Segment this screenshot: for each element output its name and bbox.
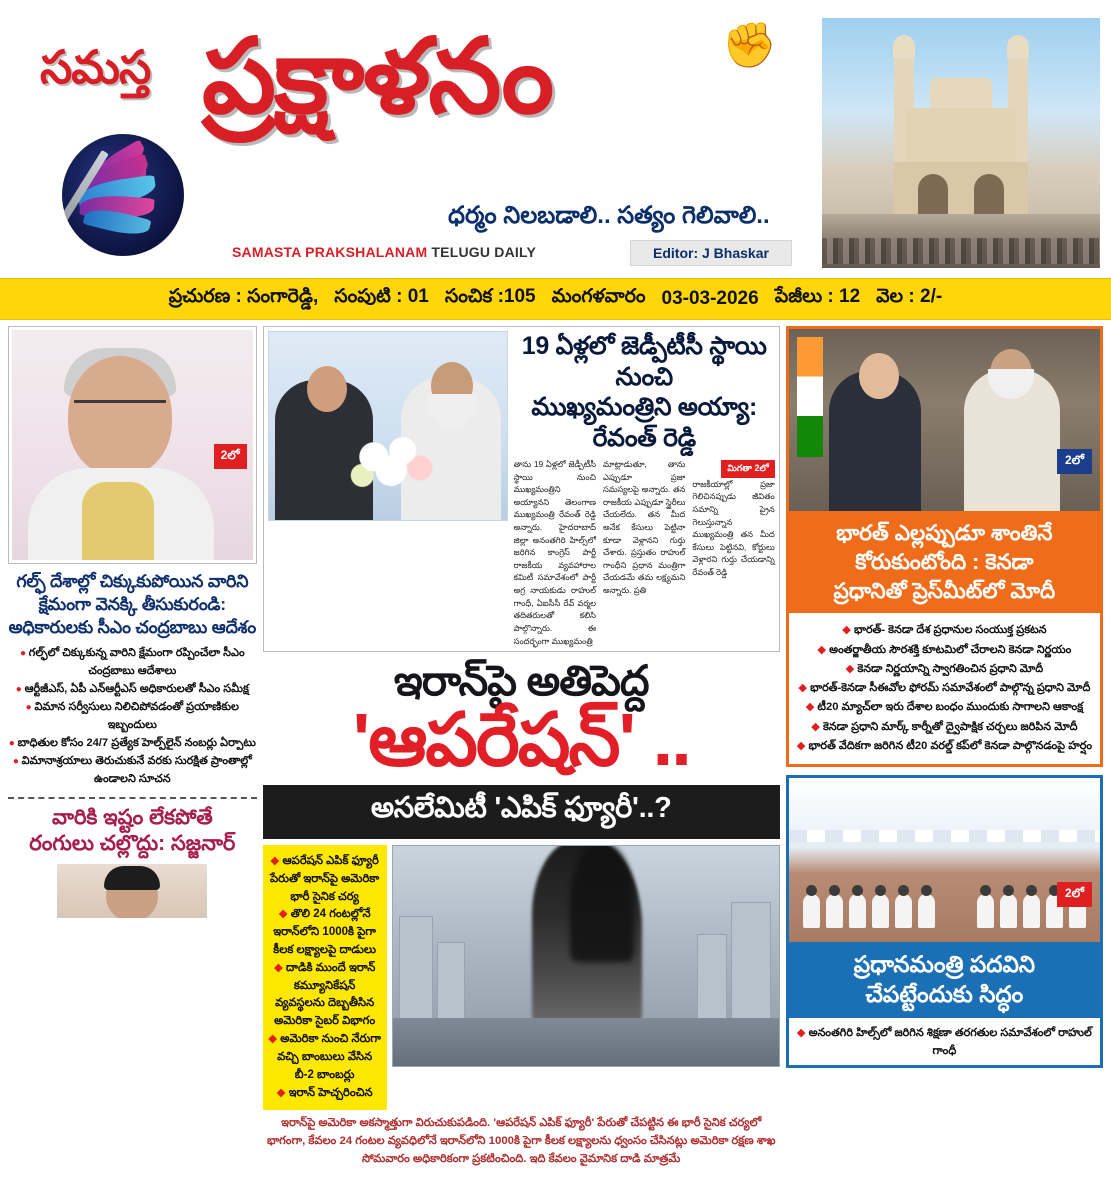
person-figure <box>1023 894 1040 928</box>
info-price: వెల : 2/- <box>876 286 943 307</box>
continue-badge[interactable]: మిగతా 2లో <box>721 460 774 478</box>
list-item: ◆ భారత్- కెనడా దేశ ప్రధానుల సంయుక్త ప్రకటన <box>795 621 1094 640</box>
masthead-word-samasta: సమస్త <box>40 41 151 93</box>
info-date: 03-03-2026 <box>661 288 759 309</box>
modi-headline-line3: ప్రధానితో ప్రెస్‌మీట్‌లో మోదీ <box>833 578 1056 603</box>
sajjanar-photo <box>57 864 207 918</box>
building <box>399 916 433 1020</box>
congress-training-meeting-photo <box>789 778 1100 942</box>
lead-headline-line2: ముఖ్యమంత్రిని అయ్యా: రేవంత్ రెడ్డి <box>531 393 757 452</box>
iran-lower-row <box>263 845 780 1110</box>
list-item: ● బాధితుల కోసం 24/7 ప్రత్యేక హెల్ప్‌లైన్ నంబర్లు ఏర్పాటు <box>8 735 257 753</box>
lead-headline-line1: 19 ఏళ్లలో జెడ్పీటీసీ స్థాయి నుంచి <box>521 332 767 391</box>
iran-photo-caption: ఇరాన్‌పై అమెరికా అకస్మాత్తుగా విరుచుకుపడింది. 'ఆపరేషన్ ఎపిక్ ఫ్యూరీ' పేరుతో చేపట్టిన ఈ భారీ సైనిక చర్యలో భాగంగా, కేవలం 24 గంటల వ్యవధిలోనే ఇరాన్‌లోని 1000కి పైగా కీలక లక్ష్యాలను ధ్వంసం చేసినట్లు అమెరికా రక్షణ శాఖ సోమవారం అధికారికంగా ప్రకటించింది. ఇది కేవలం వైమానిక దాడి మాత్రమే <box>266 1117 776 1165</box>
right-column <box>786 326 1103 1200</box>
smoke-plume <box>570 845 634 962</box>
left-headline-line3: అధికారులకు సీఎం చంద్రబాబు ఆదేశం <box>8 616 257 637</box>
continue-badge[interactable]: 2లో <box>1057 449 1092 474</box>
photo-hair <box>104 866 160 890</box>
masthead <box>0 0 1111 278</box>
charminar-upper-block <box>930 78 992 108</box>
masthead-left <box>10 6 822 278</box>
rahul-headline <box>789 942 1100 1018</box>
photo-scarf <box>82 482 154 560</box>
person-figure <box>803 894 820 928</box>
center-column <box>263 326 780 1200</box>
charminar-arch <box>918 174 948 214</box>
masthead-english-black: TELUGU DAILY <box>431 244 536 260</box>
charminar-dome <box>893 35 915 59</box>
list-item: ◆ ఆపరేషన్ ఎపిక్ ఫ్యూరీ పేరుతో ఇరాన్‌పై అమెరికా భారీ సైనిక చర్య <box>268 853 382 906</box>
list-item: ◆ భారత్-కెనడా సీఈవోల ఫోరమ్ సమావేశంలో పాల్గొన్న ప్రధాని మోదీ <box>795 679 1094 698</box>
modi-canada-story <box>786 326 1103 767</box>
chandrababu-naidu-photo <box>12 330 253 560</box>
rahul-headline-line1: ప్రధానమంత్రి పదవిని <box>853 951 1035 978</box>
list-item: ◆ అంతర్జాతీయ సౌరశక్తి కూటమిలో చేరాలని కెనడా నిర్ణయం <box>795 641 1094 660</box>
photo-crowd <box>822 214 1100 268</box>
chandrababu-photo-frame <box>8 326 257 564</box>
photo-face-left <box>307 366 347 412</box>
person-figure <box>849 894 866 928</box>
info-day: మంగళవారం <box>551 286 646 307</box>
left-headline-line2: క్షేమంగా వెనక్కి తీసుకురండి: <box>38 593 226 614</box>
list-item: ◆ తొలి 24 గంటల్లోనే ఇరాన్‌లోని 1000కి పైగా కీలక లక్ష్యాలపై దాడులు <box>268 906 382 959</box>
charminar-base <box>894 162 1028 214</box>
list-item: ◆ భారత్ వేదికగా జరిగిన టీ20 వరల్డ్ కప్‌లో కెనడా పాల్గొనడంపై హర్షం <box>795 737 1094 756</box>
charminar-dome <box>1007 35 1029 59</box>
masthead-tagline: ధర్మం నిలబడాలి.. సత్యం గెలివాలి.. <box>448 202 770 229</box>
raised-fist-icon: ✊ <box>722 21 777 70</box>
building <box>437 942 465 1020</box>
ground-area <box>393 1018 779 1066</box>
photo-face-left <box>859 353 899 399</box>
list-item: ◆ అమెరికా నుంచి నేరుగా వచ్చి బాంబులు వేసిన బీ-2 బాంబర్లు <box>268 1031 382 1084</box>
modi-headline <box>789 511 1100 613</box>
lead-body-col1: తాను 19 ఏళ్లలో జెడ్పీటీసీ స్థాయి నుంచి ముఖ్యమంత్రిని అయ్యానని తెలంగాణ ముఖ్యమంత్రి రేవంత్ రెడ్డి అన్నారు. హైదరాబాద్ జిల్లా అనంతగిరి హిల్స్‌లో జరిగిన కాంగ్రెస్ పార్టీ రాజకీయ వ్యవహారాల కమిటీ సమావేశంలో పార్టీ అగ్ర నాయకుడు రాహుల్ గాంధీ, ఏఐసీసీ రేవ్ వర్మల తదితరులతో కలిసి పాల్గొన్నారు. ఈ సందర్భంగా ముఖ్యమంత్రి <box>513 459 596 646</box>
iran-bullet-list <box>263 845 387 1110</box>
sajjanar-headline <box>8 805 257 858</box>
person-figure <box>977 894 994 928</box>
lead-story-text <box>514 331 775 647</box>
info-volume: సంపుటి : 01 <box>334 286 429 307</box>
photo-face <box>68 356 172 476</box>
left-story-bullets <box>8 645 257 788</box>
phoenix-logo-icon <box>62 134 184 256</box>
modi-headline-line2: కోరుకుంటోంది : కెనడా <box>855 549 1034 574</box>
revanth-rahul-photo <box>268 331 508 521</box>
charminar-arch <box>974 174 1004 214</box>
india-flag-icon <box>797 337 823 457</box>
iran-explosion-photo <box>392 845 780 1067</box>
list-item: ● గల్ఫ్‌లో చిక్కుకున్న వారిని క్షేమంగా రప్పించేలా సీఎం చంద్రబాబు ఆదేశాలు <box>8 645 257 681</box>
lead-body-col3-text: రాజకీయాల్లో ప్రజా గెలిచినప్పుడు జీవితం సమాన్ని ప్రైన గెలుస్తున్నాన ముఖ్యమంత్రి తన మీద కేసులు పెట్టినవి, కోర్టులు వెళ్లారని గుర్తు చేయడాన్ని రేవంత్ రెడ్డి <box>692 478 775 577</box>
tent-canopy <box>789 778 1100 842</box>
publication-info-bar <box>0 278 1111 320</box>
iran-story <box>263 658 780 1168</box>
iran-kicker: ఇరాన్‌పై అతిపెద్ద <box>393 657 649 705</box>
sajjanar-headline-line2: రంగులు చల్లొద్దు: సజ్జనార్ <box>29 832 236 856</box>
list-item: ◆ కెనడా నిర్ణయాన్ని స్వాగతించిన ప్రధాని మోదీ <box>795 660 1094 679</box>
left-column <box>8 326 257 1200</box>
person-figure <box>1000 894 1017 928</box>
iran-headline: 'ఆపరేషన్' .. <box>352 697 690 781</box>
seated-people-row <box>803 894 935 928</box>
rahul-bullet-list <box>789 1018 1100 1065</box>
building <box>697 934 727 1020</box>
person-figure <box>895 894 912 928</box>
rahul-gandhi-story <box>786 775 1103 1068</box>
editor-name: Editor: J Bhaskar <box>630 240 792 266</box>
modi-canada-pm-photo <box>789 329 1100 511</box>
masthead-title: ప్రక్షాళనం <box>202 19 553 135</box>
lead-body-columns <box>514 458 775 647</box>
charminar-illustration <box>886 44 1036 214</box>
charminar-photo <box>822 18 1100 268</box>
modi-headline-line1: భారత్ ఎల్లప్పుడూ శాంతినే <box>836 521 1053 545</box>
modi-bullet-list <box>789 613 1100 764</box>
list-item: ◆ టీ20 మ్యాచ్‌లా ఇరు దేశాల బంధం ముందుకు సాగాలని ఆకాంక్ష <box>795 698 1094 717</box>
info-pages: పేజీలు : 12 <box>774 286 861 307</box>
info-issue: సంచిక :105 <box>444 286 536 307</box>
sajjanar-headline-line1: వారికి ఇష్టం లేకపోతే <box>51 805 213 829</box>
person-figure <box>826 894 843 928</box>
left-headline-line1: గల్ఫ్ దేశాల్లో చిక్కుకుపోయిన వారిని <box>16 571 249 591</box>
list-item: ◆ అనంతగిరి హిల్స్‌లో జరిగిన శిక్షణా తరగతుల సమావేశంలో రాహుల్ గాంధీ <box>795 1025 1094 1061</box>
building <box>731 902 771 1020</box>
list-item: ● ఆర్టీజీఎస్, ఏపీ ఎన్ఆర్టీఎస్ అధికారులతో సీఎం సమీక్ష <box>8 681 257 699</box>
person-figure <box>918 894 935 928</box>
lead-body-col2: మాట్లాడుతూ, తాను ఎప్పుడూ ప్రజా సమస్యలపై అన్నారు. తన రాజకీయ ఎప్పుడూ స్థైరీలు చేయలేదు. తన మీద అనేక కేసులు పెట్టినా కూడా వెళ్లానని గుర్తు చేశారు. ప్రస్తుతం రాహుల్ గాంధీని ప్రధాన మంత్రిగా చేయడమే తమ లక్ష్యమని అన్నారు. ప్రతి <box>603 459 686 596</box>
list-item: ● విమాన సర్వీసులు నిలిచిపోవడంతో ప్రయాణికుల ఇబ్బందులు <box>8 699 257 735</box>
left-story-headline <box>8 570 257 638</box>
lead-body-col3 <box>692 458 774 647</box>
charminar-body <box>906 108 1016 164</box>
lead-story <box>263 326 780 652</box>
page-content <box>0 320 1111 1200</box>
lead-headline <box>514 331 775 453</box>
continue-badge[interactable]: 2లో <box>1057 882 1092 907</box>
list-item: ◆ ఇరాన్ హెచ్చరించిన <box>268 1085 382 1103</box>
iran-subhead: అసలేమిటీ 'ఎపిక్ ఫ్యూరీ'..? <box>263 785 780 839</box>
list-item: ● విమానాశ్రయాలు తెరుచుకునే వరకు సురక్షిత ప్రాంతాల్లో ఉండాలని సూచన <box>8 753 257 789</box>
info-place: ప్రచురణ : సంగారెడ్డి, <box>168 286 319 307</box>
flower-bouquet-icon <box>345 432 441 494</box>
masthead-english-red: SAMASTA PRAKSHALANAM <box>232 244 428 260</box>
list-item: ◆ కెనడా ప్రధాని మార్క్ కార్నీతో ద్వైపాక్షిక చర్చలు జరిపిన మోదీ <box>795 718 1094 737</box>
rahul-headline-line2: చేపట్టేందుకు సిద్ధం <box>865 981 1024 1008</box>
list-item: ◆ దాడికి ముందే ఇరాన్ కమ్యూనికేషన్ వ్యవస్థలను దెబ్బతీసిన అమెరికా సైబర్ విభాగం <box>268 960 382 1031</box>
glasses-icon <box>74 400 166 416</box>
person-figure <box>872 894 889 928</box>
continue-badge[interactable]: 2లో <box>214 444 247 469</box>
masthead-english-name <box>232 244 536 260</box>
divider <box>8 797 257 799</box>
